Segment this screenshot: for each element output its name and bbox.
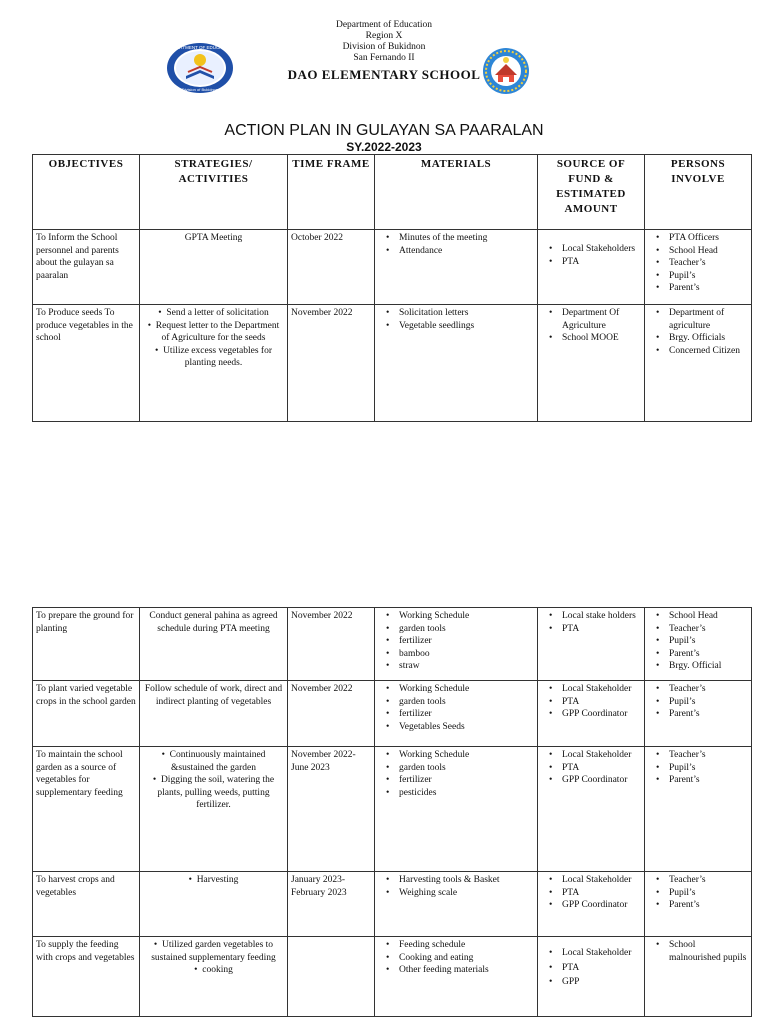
strategy-cell [140, 747, 288, 872]
source-item: • GPP Coordinator [541, 708, 641, 721]
person-item: • Pupil’s [648, 762, 748, 775]
material-item: • garden tools [378, 696, 534, 709]
strategy-item: • Request letter to the Department of Agriculture for the seeds [143, 320, 284, 345]
person-item: • School Head [648, 610, 748, 623]
time-frame-cell: November 2022 [288, 681, 375, 747]
person-item: • Pupil’s [648, 696, 748, 709]
materials-cell [375, 681, 538, 747]
strategy-cell [140, 681, 288, 747]
school-name: DAO ELEMENTARY SCHOOL [287, 67, 481, 82]
material-item: • fertilizer [378, 708, 534, 721]
source-cell [538, 937, 645, 1017]
table-header-row [33, 155, 752, 230]
header-persons-involve: PERSONS INVOLVE [645, 155, 752, 230]
persons-cell [645, 608, 752, 681]
material-item: • Feeding schedule [378, 939, 534, 952]
svg-text:DEPARTMENT OF EDUCATION: DEPARTMENT OF EDUCATION [167, 45, 233, 50]
person-item: • Teacher’s [648, 623, 748, 636]
time-frame-cell [288, 937, 375, 1017]
source-item: • Department Of Agriculture [541, 307, 641, 332]
person-item: • Parent’s [648, 282, 748, 295]
source-item: • Local Stakeholder [541, 749, 641, 762]
person-item: • PTA Officers [648, 232, 748, 245]
time-frame-cell: November 2022 [288, 305, 375, 422]
source-item: • Local stake holders [541, 610, 641, 623]
strategy-cell [140, 230, 288, 305]
strategy-cell [140, 305, 288, 422]
table-row [33, 230, 752, 305]
letterhead [0, 20, 768, 64]
material-item: • Solicitation letters [378, 307, 534, 320]
strategy-item: • cooking [143, 964, 284, 977]
school-year: SY.2022-2023 [346, 140, 422, 154]
person-item: • Brgy. Official [648, 660, 748, 673]
strategy-item: GPTA Meeting [184, 233, 243, 243]
persons-cell [645, 681, 752, 747]
persons-cell [645, 872, 752, 937]
material-item: • Attendance [378, 245, 534, 258]
material-item: • bamboo [378, 648, 534, 661]
strategy-item: • Continuously maintained &sustained the garden [143, 749, 284, 774]
source-cell [538, 681, 645, 747]
table-row [33, 608, 752, 681]
strategy-item: • Utilized garden vegetables to sustained supplementary feeding [143, 939, 284, 964]
objective-cell: To harvest crops and vegetables [33, 872, 140, 937]
objective-cell: To Produce seeds To produce vegetables in the school [33, 305, 140, 422]
persons-cell [645, 937, 752, 1017]
time-frame-cell: November 2022-June 2023 [288, 747, 375, 872]
person-item: • School malnourished pupils [648, 939, 748, 964]
materials-cell [375, 230, 538, 305]
strategy-cell [140, 608, 288, 681]
source-cell [538, 872, 645, 937]
source-item: • PTA [541, 623, 641, 636]
person-item: • School Head [648, 245, 748, 258]
source-item: • PTA [541, 256, 641, 269]
time-frame-cell: January 2023-February 2023 [288, 872, 375, 937]
table-row [33, 937, 752, 1017]
strategy-item: • Send a letter of solicitation [143, 307, 284, 320]
source-cell [538, 608, 645, 681]
material-item: • Other feeding materials [378, 964, 534, 977]
header-time-frame: TIME FRAME [288, 155, 375, 230]
materials-cell [375, 872, 538, 937]
person-item: • Parent’s [648, 648, 748, 661]
source-item: • PTA [541, 962, 641, 975]
letterhead-division: Division of Bukidnon [342, 42, 426, 52]
source-item: • Local Stakeholders [541, 243, 641, 256]
source-item: • Local Stakeholder [541, 683, 641, 696]
objective-cell: To maintain the school garden as a source of vegetables for supplementary feeding [33, 747, 140, 872]
person-item: • Brgy. Officials [648, 332, 748, 345]
material-item: • Working Schedule [378, 683, 534, 696]
objective-cell: To Inform the School personnel and parents about the gulayan sa paaralan [33, 230, 140, 305]
material-item: • Working Schedule [378, 749, 534, 762]
person-item: • Parent’s [648, 899, 748, 912]
material-item: • garden tools [378, 623, 534, 636]
source-item: • PTA [541, 762, 641, 775]
strategy-item: • Harvesting [143, 874, 284, 887]
material-item: • straw [378, 660, 534, 673]
source-cell [538, 305, 645, 422]
table-row [33, 747, 752, 872]
source-item: • PTA [541, 696, 641, 709]
person-item: • Parent’s [648, 708, 748, 721]
source-item: • Local Stakeholder [541, 874, 641, 887]
materials-cell [375, 747, 538, 872]
header-objectives: OBJECTIVES [33, 155, 140, 230]
table-row [33, 872, 752, 937]
document-title: ACTION PLAN IN GULAYAN SA PAARALAN [224, 122, 544, 139]
material-item: • Weighing scale [378, 887, 534, 900]
source-cell [538, 747, 645, 872]
table-row [33, 305, 752, 422]
strategy-cell [140, 872, 288, 937]
material-item: • garden tools [378, 762, 534, 775]
objective-cell: To plant varied vegetable crops in the school garden [33, 681, 140, 747]
persons-cell [645, 305, 752, 422]
letterhead-region: Region X [365, 31, 403, 41]
source-item: • GPP [541, 976, 641, 989]
materials-cell [375, 305, 538, 422]
source-item: • Local Stakeholder [541, 947, 641, 960]
svg-text:Division of Bukidnon: Division of Bukidnon [181, 87, 219, 92]
person-item: • Concerned Citizen [648, 345, 748, 358]
action-plan-table-page-2 [32, 607, 752, 1017]
table-row [33, 681, 752, 747]
strategy-cell [140, 937, 288, 1017]
strategy-item: • Utilize excess vegetables for planting needs. [143, 345, 284, 370]
person-item: • Pupil’s [648, 887, 748, 900]
material-item: • Cooking and eating [378, 952, 534, 965]
person-item: • Pupil’s [648, 635, 748, 648]
source-cell [538, 230, 645, 305]
strategy-item: Conduct general pahina as agreed schedule during PTA meeting [149, 611, 278, 634]
person-item: • Pupil’s [648, 270, 748, 283]
time-frame-cell: October 2022 [288, 230, 375, 305]
person-item: • Teacher’s [648, 749, 748, 762]
person-item: • Parent’s [648, 774, 748, 787]
persons-cell [645, 230, 752, 305]
strategy-item: Follow schedule of work, direct and indirect planting of vegetables [144, 684, 283, 707]
material-item: • Vegetable seedlings [378, 320, 534, 333]
strategy-item: • Digging the soil, watering the plants, pulling weeds, putting fertilizer. [143, 774, 284, 812]
letterhead-department: Department of Education [335, 20, 433, 30]
materials-cell [375, 937, 538, 1017]
letterhead-district: San Fernando II [353, 53, 415, 63]
header-strategies: STRATEGIES/ ACTIVITIES [140, 155, 288, 230]
material-item: • Working Schedule [378, 610, 534, 623]
header-source-of-fund: SOURCE OF FUND & ESTIMATED AMOUNT [538, 155, 645, 230]
source-item: • School MOOE [541, 332, 641, 345]
person-item: • Teacher’s [648, 257, 748, 270]
school-seal-logo [482, 47, 530, 95]
material-item: • Minutes of the meeting [378, 232, 534, 245]
source-item: • PTA [541, 887, 641, 900]
person-item: • Teacher’s [648, 874, 748, 887]
person-item: • Department of agriculture [648, 307, 748, 332]
header-materials: MATERIALS [375, 155, 538, 230]
time-frame-cell: November 2022 [288, 608, 375, 681]
objective-cell: To supply the feeding with crops and vegetables [33, 937, 140, 1017]
source-item: • GPP Coordinator [541, 774, 641, 787]
material-item: • pesticides [378, 787, 534, 800]
objective-cell: To prepare the ground for planting [33, 608, 140, 681]
source-item: • GPP Coordinator [541, 899, 641, 912]
person-item: • Teacher’s [648, 683, 748, 696]
material-item: • fertilizer [378, 774, 534, 787]
action-plan-table-page-1 [32, 154, 752, 422]
material-item: • fertilizer [378, 635, 534, 648]
persons-cell [645, 747, 752, 872]
material-item: • Vegetables Seeds [378, 721, 534, 734]
materials-cell [375, 608, 538, 681]
material-item: • Harvesting tools & Basket [378, 874, 534, 887]
